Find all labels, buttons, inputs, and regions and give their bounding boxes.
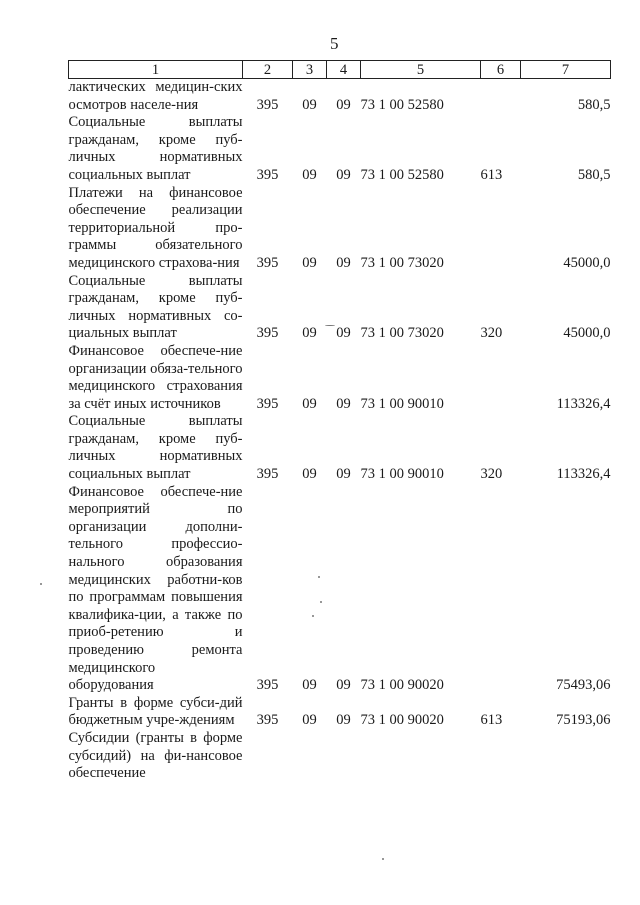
table-row — [69, 484, 611, 695]
row-name: лактических медицин-ских осмотров населе-ния — [68, 79, 243, 113]
row-section — [293, 730, 327, 783]
row-subsection — [327, 730, 361, 783]
row-target-code: 73 1 00 52580 — [360, 96, 444, 113]
column-number-header-row — [69, 61, 611, 79]
row-expense-type — [481, 484, 521, 695]
row-amount: 113326,4 — [556, 466, 611, 483]
row-subsection: 09 — [336, 96, 351, 113]
table-row — [69, 114, 611, 184]
row-expense-type — [481, 79, 521, 115]
row-admin-code: 395 — [256, 712, 279, 729]
row-subsection: 09 — [336, 325, 351, 342]
budget-table — [68, 60, 611, 783]
row-section: 09 — [302, 712, 317, 729]
row-section: 09 — [302, 96, 317, 113]
row-amount: 580,5 — [577, 96, 611, 113]
row-name: Платежи на финансовое обеспечение реализации территориальной про-граммы обязательного медицинского страхова-ния — [68, 184, 243, 271]
row-subsection: 09 — [336, 712, 351, 729]
row-name: Социальные выплаты гражданам, кроме пуб-личных нормативных со-циальных выплат — [68, 272, 243, 342]
table-row — [69, 730, 611, 783]
scan-speck — [320, 601, 322, 603]
row-expense-type: 320 — [480, 466, 503, 483]
row-section: 09 — [302, 677, 317, 694]
row-admin-code: 395 — [256, 96, 279, 113]
table-row — [69, 79, 611, 115]
row-target-code: 73 1 00 73020 — [360, 254, 444, 271]
row-amount: 113326,4 — [556, 395, 611, 412]
row-subsection: 09 — [336, 677, 351, 694]
table-row — [69, 413, 611, 483]
scan-speck — [318, 576, 320, 578]
row-expense-type — [481, 185, 521, 273]
row-name: Финансовое обеспече-ние организации обяза-тельного медицинского страхования за счёт иных источников — [68, 342, 243, 412]
row-admin-code: 395 — [256, 325, 279, 342]
scan-speck — [312, 615, 314, 617]
row-name: Социальные выплаты гражданам, кроме пуб-личных нормативных социальных выплат — [68, 114, 243, 183]
row-target-code: 73 1 00 73020 — [360, 325, 444, 342]
row-section: 09 — [302, 254, 317, 271]
row-target-code: 73 1 00 90010 — [360, 395, 444, 412]
row-subsection: 09 — [336, 466, 351, 483]
table-row — [69, 185, 611, 273]
row-admin-code: 395 — [256, 677, 279, 694]
row-section: 09 — [302, 466, 317, 483]
row-section: 09 — [302, 395, 317, 412]
row-subsection: 09 — [336, 166, 351, 183]
row-amount: 75493,06 — [556, 677, 611, 694]
row-admin-code: 395 — [256, 254, 279, 271]
row-expense-type: 613 — [480, 712, 503, 729]
row-name: Субсидии (гранты в форме субсидий) на фи-нансовое обеспечение — [68, 729, 243, 782]
row-section: 09 — [302, 166, 317, 183]
row-name: Финансовое обеспече-ние мероприятий по организации дополни-тельного профессио-нального образования медицинских работни-ков по программам повышения квалифика-ции, а также по приоб-ретению и проведению ремонта медицинского оборудования — [68, 483, 243, 694]
row-section: 09 — [302, 325, 317, 342]
row-amount: 580,5 — [577, 166, 611, 183]
table-row — [69, 273, 611, 343]
row-admin-code: 395 — [256, 166, 279, 183]
row-name: Гранты в форме субси-дий бюджетным учре-ждениям — [68, 694, 243, 729]
row-expense-type: 320 — [480, 325, 503, 342]
row-target-code: 73 1 00 90020 — [360, 712, 444, 729]
row-name: Социальные выплаты гражданам, кроме пуб-личных нормативных социальных выплат — [68, 413, 243, 483]
row-expense-type — [481, 343, 521, 413]
row-amount — [521, 730, 611, 783]
row-target-code: 73 1 00 90010 — [360, 466, 444, 483]
row-target-code: 73 1 00 52580 — [360, 166, 444, 183]
row-subsection: 09 — [336, 395, 351, 412]
row-amount: 45000,0 — [563, 325, 611, 342]
column-header-4: 4 — [327, 61, 361, 79]
table-row — [69, 343, 611, 413]
scan-speck — [382, 858, 384, 860]
table-row — [69, 695, 611, 730]
row-subsection: 09 — [336, 254, 351, 271]
row-expense-type: 613 — [480, 166, 503, 183]
column-header-5: 5 — [361, 61, 481, 79]
column-header-6: 6 — [481, 61, 521, 79]
row-amount: 75193,06 — [556, 712, 611, 729]
row-target-code: 73 1 00 90020 — [360, 677, 444, 694]
scan-speck — [40, 583, 42, 585]
row-admin-code — [243, 730, 293, 783]
row-admin-code: 395 — [256, 466, 279, 483]
row-amount: 45000,0 — [563, 254, 611, 271]
column-header-1: 1 — [69, 61, 243, 79]
scan-speck — [325, 325, 335, 326]
page-number: 5 — [330, 34, 339, 53]
column-header-2: 2 — [243, 61, 293, 79]
row-target-code — [361, 730, 481, 783]
row-expense-type — [481, 730, 521, 783]
row-admin-code: 395 — [256, 395, 279, 412]
column-header-3: 3 — [293, 61, 327, 79]
column-header-7: 7 — [521, 61, 611, 79]
